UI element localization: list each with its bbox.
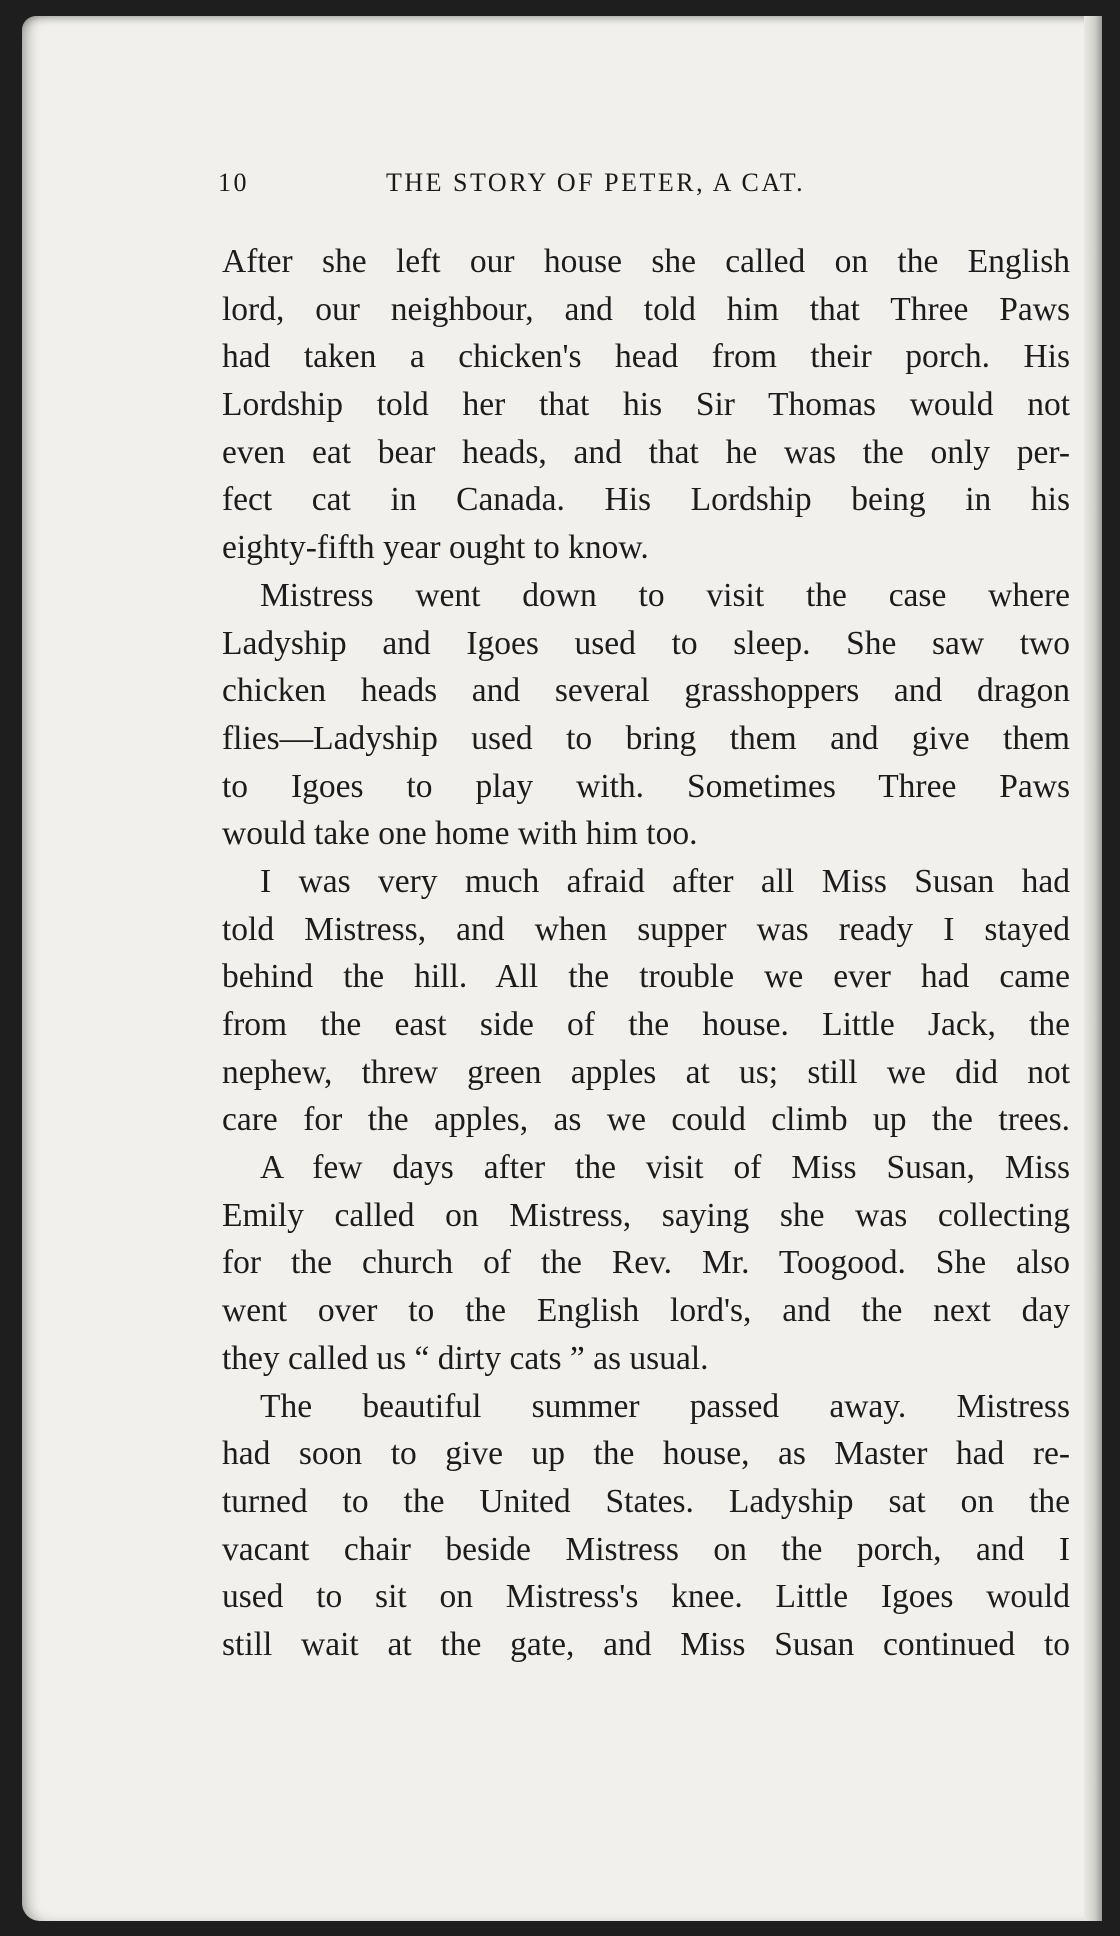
text-line: lord, our neighbour, and told him that Three Paws bbox=[222, 290, 1070, 328]
text-line: I was very much afraid after all Miss Susan had bbox=[260, 862, 1070, 900]
text-line: flies—Ladyship used to bring them and give them bbox=[222, 719, 1070, 757]
text-line: told Mistress, and when supper was ready I stayed bbox=[222, 910, 1070, 948]
page-edge bbox=[1084, 16, 1102, 1921]
text-line: for the church of the Rev. Mr. Toogood. She also bbox=[222, 1244, 1070, 1282]
text-line: A few days after the visit of Miss Susan, Miss bbox=[260, 1149, 1070, 1187]
body-text bbox=[222, 238, 1070, 1669]
text-line: they called us “ dirty cats ” as usual. bbox=[222, 1339, 709, 1377]
page-header bbox=[218, 168, 1058, 208]
text-line: turned to the United States. Ladyship sat on the bbox=[222, 1482, 1070, 1520]
text-line: Emily called on Mistress, saying she was collecting bbox=[222, 1196, 1070, 1234]
text-line: eighty-fifth year ought to know. bbox=[222, 529, 649, 567]
text-line: even eat bear heads, and that he was the only per- bbox=[222, 433, 1070, 471]
text-line: would take one home with him too. bbox=[222, 815, 698, 853]
text-line: still wait at the gate, and Miss Susan continued to bbox=[222, 1625, 1070, 1663]
text-line: Mistress went down to visit the case where bbox=[260, 576, 1070, 614]
text-line: Ladyship and Igoes used to sleep. She saw two bbox=[222, 624, 1070, 662]
text-line: care for the apples, as we could climb up the trees. bbox=[222, 1101, 1070, 1139]
text-line: had soon to give up the house, as Master had re- bbox=[222, 1435, 1070, 1473]
text-line: vacant chair beside Mistress on the porch, and I bbox=[222, 1530, 1070, 1568]
text-line: went over to the English lord's, and the next day bbox=[222, 1292, 1070, 1330]
text-line: to Igoes to play with. Sometimes Three Paws bbox=[222, 767, 1070, 805]
text-line: fect cat in Canada. His Lordship being in his bbox=[222, 481, 1070, 519]
text-line: After she left our house she called on the English bbox=[222, 243, 1070, 280]
text-line: chicken heads and several grasshoppers and dragon bbox=[222, 672, 1070, 710]
text-line: had taken a chicken's head from their porch. His bbox=[222, 338, 1070, 376]
page-number: 10 bbox=[218, 168, 249, 197]
running-head: THE STORY OF PETER, A CAT. bbox=[386, 168, 806, 197]
text-line: The beautiful summer passed away. Mistress bbox=[260, 1387, 1070, 1425]
text-line: nephew, threw green apples at us; still we did not bbox=[222, 1053, 1070, 1091]
text-line: from the east side of the house. Little Jack, the bbox=[222, 1006, 1070, 1043]
text-line: used to sit on Mistress's knee. Little Igoes would bbox=[222, 1578, 1070, 1616]
text-line: behind the hill. All the trouble we ever had came bbox=[222, 958, 1070, 996]
text-line: Lordship told her that his Sir Thomas would not bbox=[222, 386, 1070, 424]
